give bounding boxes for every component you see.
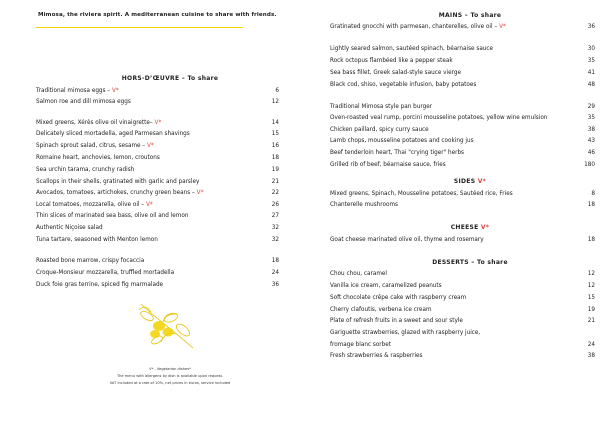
menu-item-price: 22 [271, 190, 279, 196]
menu-item-name [330, 237, 484, 243]
menu-item-name [330, 82, 476, 88]
dish-name: Duck foie gras terrine, spiced fig marmalade [36, 282, 164, 288]
vegetarian-mark: V* [111, 88, 119, 94]
dish-name: fromage blanc sorbet [330, 342, 391, 348]
menu-item-name [330, 24, 506, 30]
dish-name: Beef tenderloin heart, Thai "crying tiger" herbs [330, 150, 465, 156]
dish-name: Lamb chops, mousseline potatoes and cooking jus [330, 138, 474, 144]
menu-item-price: 36 [587, 24, 595, 30]
menu-item-price: 35 [587, 58, 595, 64]
lemon-branch-icon [133, 296, 203, 356]
menu-item-name [330, 138, 474, 144]
menu-item-price: 180 [584, 162, 595, 168]
dish-name: Black cod, shiso, vegetable infusion, baby potatoes [330, 82, 477, 88]
menu-item-price: 19 [271, 167, 279, 173]
menu-item-price: 32 [271, 237, 279, 243]
menu-item-name [330, 46, 493, 52]
menu-item-name [330, 318, 463, 324]
menu-item-name [330, 295, 466, 301]
dish-name: Romaine heart, anchovies, lemon, croutons [36, 155, 160, 161]
vegetarian-mark: V* [196, 190, 204, 196]
dish-name: Delicately sliced mortadella, aged Parmesan shavings [36, 131, 190, 137]
dish-name: Avocados, tomatoes, artichokes, crunchy green beans – [36, 190, 197, 196]
menu-item-price: 14 [271, 120, 279, 126]
menu-item-name [36, 270, 174, 276]
menu-item-name [330, 353, 423, 359]
menu-item-name [36, 190, 203, 196]
desserts-title: DESSERTS – To share [432, 259, 508, 266]
dish-name: Cherry clafoutis, verbena ice cream [330, 307, 432, 313]
menu-item-name [36, 88, 119, 94]
menu-item-name [330, 115, 547, 121]
menu-item-price: 27 [271, 213, 279, 219]
dish-name: Spinach sprout salad, citrus, sesame – [36, 143, 147, 149]
vat-note: VAT included at a rate of 10%, net prices in euros, service included [109, 381, 231, 385]
menu-item-price: 15 [587, 295, 595, 301]
dish-name: Traditional Mimosa style pan burger [330, 104, 433, 110]
dish-name: Tuna tartare, seasoned with Menton lemon [36, 237, 158, 243]
menu-item-price: 38 [587, 353, 595, 359]
menu-item-name [36, 131, 190, 137]
menu-item-name [36, 258, 144, 264]
menu-item-name [330, 191, 513, 197]
menu-item-price: 6 [275, 88, 279, 94]
menu-item-price: 15 [271, 131, 279, 137]
dish-name: Salmon roe and dill mimosa eggs [36, 99, 131, 105]
dish-name: Traditional mimosa eggs – [36, 88, 112, 94]
menu-item-price: 18 [587, 237, 595, 243]
menu-item-price: 18 [587, 202, 595, 208]
dish-name: Mixed greens, Xérès olive oil vinaigrette– [36, 120, 155, 126]
dish-name: Chicken paillard, spicy curry sauce [330, 127, 429, 133]
menu-item-name [36, 99, 131, 105]
dish-name: Gariguette strawberries, glazed with raspberry juice, [330, 330, 481, 336]
menu-item-name [330, 202, 398, 208]
vegetarian-mark: V* [499, 24, 506, 30]
menu-item-price: 38 [587, 127, 595, 133]
mains-title: MAINS – To share [438, 12, 502, 19]
menu-item-price: 32 [271, 225, 279, 231]
dish-name: Rock octopus flambéed like a pepper steak [330, 58, 453, 64]
menu-item-price: 24 [271, 270, 279, 276]
menu-item-price: 12 [587, 271, 595, 277]
menu-item-price: 12 [271, 99, 279, 105]
hors-doeuvre-title: HORS-D’ŒUVRE – To share [121, 75, 219, 82]
dish-name: Sea urchin tarama, crunchy radish [36, 167, 135, 173]
menu-item-price: 35 [587, 115, 595, 121]
menu-item-name [330, 150, 464, 156]
menu-item-name [330, 162, 446, 168]
dish-name: Thin slices of marinated sea bass, olive oil and lemon [36, 213, 189, 219]
menu-item-price: 8 [591, 191, 595, 197]
menu-item-price: 48 [587, 82, 595, 88]
menu-item-name [330, 283, 442, 289]
dish-name: Croque-Monsieur mozzarella, truffled mortadella [36, 270, 175, 276]
menu-item-price: 41 [587, 70, 595, 76]
sides-title: SIDES V* [453, 178, 487, 185]
dish-name: Chanterelle mushrooms [330, 202, 398, 208]
menu-item-name [36, 282, 163, 288]
menu-item-name [36, 237, 158, 243]
dish-name: Soft chocolate crêpe cake with raspberry cream [330, 295, 467, 301]
dish-name: Chou chou, caramel [330, 271, 387, 277]
menu-item-price: 26 [271, 202, 279, 208]
vegetarian-mark: V* [145, 202, 153, 208]
dish-name: Sea bass fillet, Greek salad-style sauce vierge [330, 70, 461, 76]
menu-footer [70, 366, 270, 387]
menu-item-price: 19 [587, 307, 595, 313]
dish-name: Authentic Niçoise salad [36, 225, 103, 231]
menu-item-name [36, 143, 154, 149]
menu-item-name [36, 202, 153, 208]
menu-item-price: 29 [587, 104, 595, 110]
menu-item-name [36, 225, 103, 231]
dish-name: Goat cheese marinated olive oil, thyme and rosemary [330, 237, 484, 243]
menu-tagline: Mimosa, the riviera spirit. A mediterranean cuisine to share with friends. [38, 12, 277, 18]
menu-item-name [330, 330, 480, 336]
menu-item-name [330, 58, 453, 64]
dish-name: Gratinated gnocchi with parmesan, chanterelles, olive oil – [330, 24, 500, 30]
dish-name: Roasted bone marrow, crispy focaccia [36, 258, 145, 264]
vegetarian-mark: V* [154, 120, 162, 126]
dish-name: Lightly seared salmon, sautéed spinach, béarnaise sauce [330, 46, 494, 52]
veg-note: V* - Vegetarian dishes* [149, 367, 191, 371]
dish-name: Scallops in their shells, gratinated with garlic and parsley [36, 179, 200, 185]
dish-name: Local tomatoes, mozzarella, olive oil – [36, 202, 146, 208]
menu-item-name [36, 213, 188, 219]
cheese-title: CHEESE V* [450, 224, 490, 231]
menu-item-name [330, 127, 429, 133]
vegetarian-mark: V* [146, 143, 154, 149]
menu-item-price: 21 [271, 179, 279, 185]
menu-item-price: 36 [271, 282, 279, 288]
menu-item-name [330, 70, 461, 76]
dish-name: Grilled rib of beef, béarnaise sauce, fries [330, 162, 446, 168]
menu-item-name [36, 155, 160, 161]
menu-item-name [330, 342, 391, 348]
menu-item-name [36, 120, 161, 126]
dish-name: Vanilla ice cream, caramelized peanuts [330, 283, 442, 289]
menu-item-price: 30 [587, 46, 595, 52]
allergen-note: The menu with allergens by dish is available upon request. [116, 374, 224, 378]
menu-item-price: 43 [587, 138, 595, 144]
dish-name: Plate of refresh fruits in a sweet and sour style [330, 318, 463, 324]
menu-item-price: 24 [587, 342, 595, 348]
dish-name: Fresh strawberries & raspberries [330, 353, 423, 359]
menu-item-name [330, 307, 432, 313]
menu-item-name [36, 167, 134, 173]
dish-name: Mixed greens, Spinach, Mousseline potatoes, Sautéed rice, Fries [330, 191, 513, 197]
menu-item-price: 18 [271, 258, 279, 264]
menu-item-price: 12 [587, 283, 595, 289]
dish-name: Oven-roasted veal rump, porcini mousseline potatoes, yellow wine emulsion [330, 115, 548, 121]
menu-item-price: 21 [587, 318, 595, 324]
menu-item-name [36, 179, 199, 185]
menu-item-price: 18 [271, 155, 279, 161]
menu-item-name [330, 271, 387, 277]
menu-item-name [330, 104, 432, 110]
tagline-underline [36, 27, 243, 28]
menu-item-price: 16 [271, 143, 279, 149]
menu-item-price: 46 [587, 150, 595, 156]
